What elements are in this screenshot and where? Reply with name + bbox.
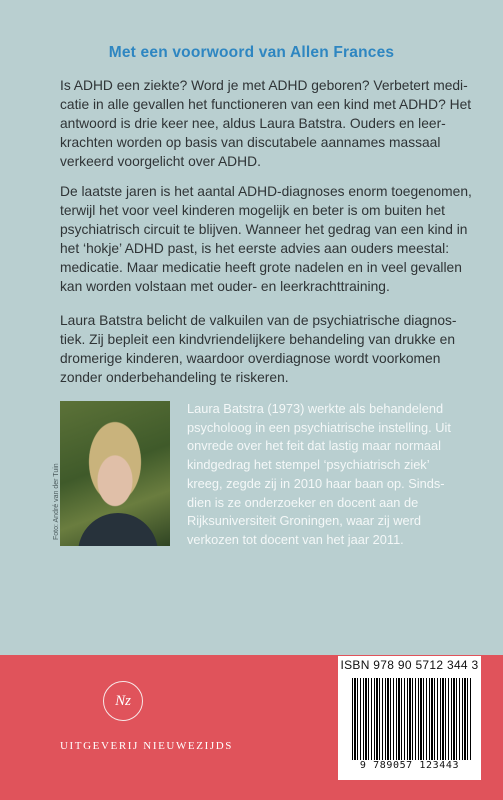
photo-credit: Foto: André van der Tuin — [53, 463, 60, 540]
blurb-line: het ‘hokje’ ADHD past, is het eerste advies aan ouders meestal: — [60, 241, 450, 256]
publisher-name: UITGEVERIJ NIEUWEZIJDS — [60, 740, 233, 752]
blurb-line: catie in alle gevallen het functioneren van een kind met ADHD? Het — [60, 97, 472, 112]
blurb-line: antwoord is drie keer nee, aldus Laura Batstra. Ouders en leer- — [60, 116, 446, 131]
barcode-digits: 9 789057 123443 — [359, 760, 460, 771]
blurb-paragraph-1 — [60, 76, 472, 171]
bio-line: Rijksuniversiteit Groningen, waar zij werd — [187, 513, 421, 529]
author-photo-shirt — [78, 513, 158, 546]
bio-line: Laura Batstra (1973) werkte als behandelend — [187, 401, 444, 416]
blurb-line: De laatste jaren is het aantal ADHD-diagnoses enorm toegenomen, — [60, 184, 472, 199]
blurb-paragraph-3 — [60, 311, 457, 387]
bio-line: verkozen tot docent van het jaar 2011. — [187, 531, 404, 547]
blurb-paragraph-2 — [60, 182, 472, 296]
author-bio — [187, 400, 457, 550]
blurb-line: kan worden volstaan met ouder- en leerkrachttraining. — [60, 279, 390, 294]
foreword-header: Met een voorwoord van Allen Frances — [108, 44, 395, 61]
blurb-line: medicatie. Maar medicatie heeft grote nadelen en in veel gevallen — [60, 260, 462, 275]
blurb-line: Laura Batstra belicht de valkuilen van de psychiatrische diagnos- — [60, 313, 457, 328]
publisher-logo-text: Nz — [115, 692, 131, 709]
isbn-text: ISBN 978 90 5712 344 3 — [340, 658, 479, 672]
bio-line: kindgedrag het stempel ‘psychiatrisch ziek’ — [187, 457, 430, 473]
blurb-line: krachten worden op basis van discutabele aannames massaal — [60, 135, 441, 150]
blurb-line: dromerige kinderen, waardoor overdiagnose wordt voorkomen — [60, 351, 441, 366]
publisher-logo-icon — [103, 681, 143, 721]
blurb-line: terwijl het voor veel kinderen mogelijk en beter is om buiten het — [60, 203, 445, 218]
blurb-line: verkeerd voorgelicht over ADHD. — [60, 154, 261, 169]
blurb-line: Is ADHD een ziekte? Word je met ADHD geboren? Verbetert medi- — [60, 78, 468, 93]
blurb-line: tiek. Zij bepleit een kindvriendelijkere behandeling van drukke en — [60, 332, 455, 347]
blurb-line: zonder onderbehandeling te riskeren. — [60, 370, 289, 385]
bio-line: psycholoog in een psychiatrische instelling. Uit — [187, 419, 451, 435]
author-photo — [60, 401, 170, 546]
bio-line: dien is ze onderzoeker en docent aan de — [187, 494, 419, 510]
bio-line: kreeg, zegde zij in 2010 haar baan op. Sinds- — [187, 475, 445, 491]
barcode-icon — [352, 678, 472, 760]
bio-line: onvrede over het feit dat lastig maar normaal — [187, 438, 441, 454]
blurb-line: psychiatrisch circuit te blijven. Wanneer het gedrag van een kind in — [60, 222, 468, 237]
isbn-barcode-box — [338, 656, 481, 780]
